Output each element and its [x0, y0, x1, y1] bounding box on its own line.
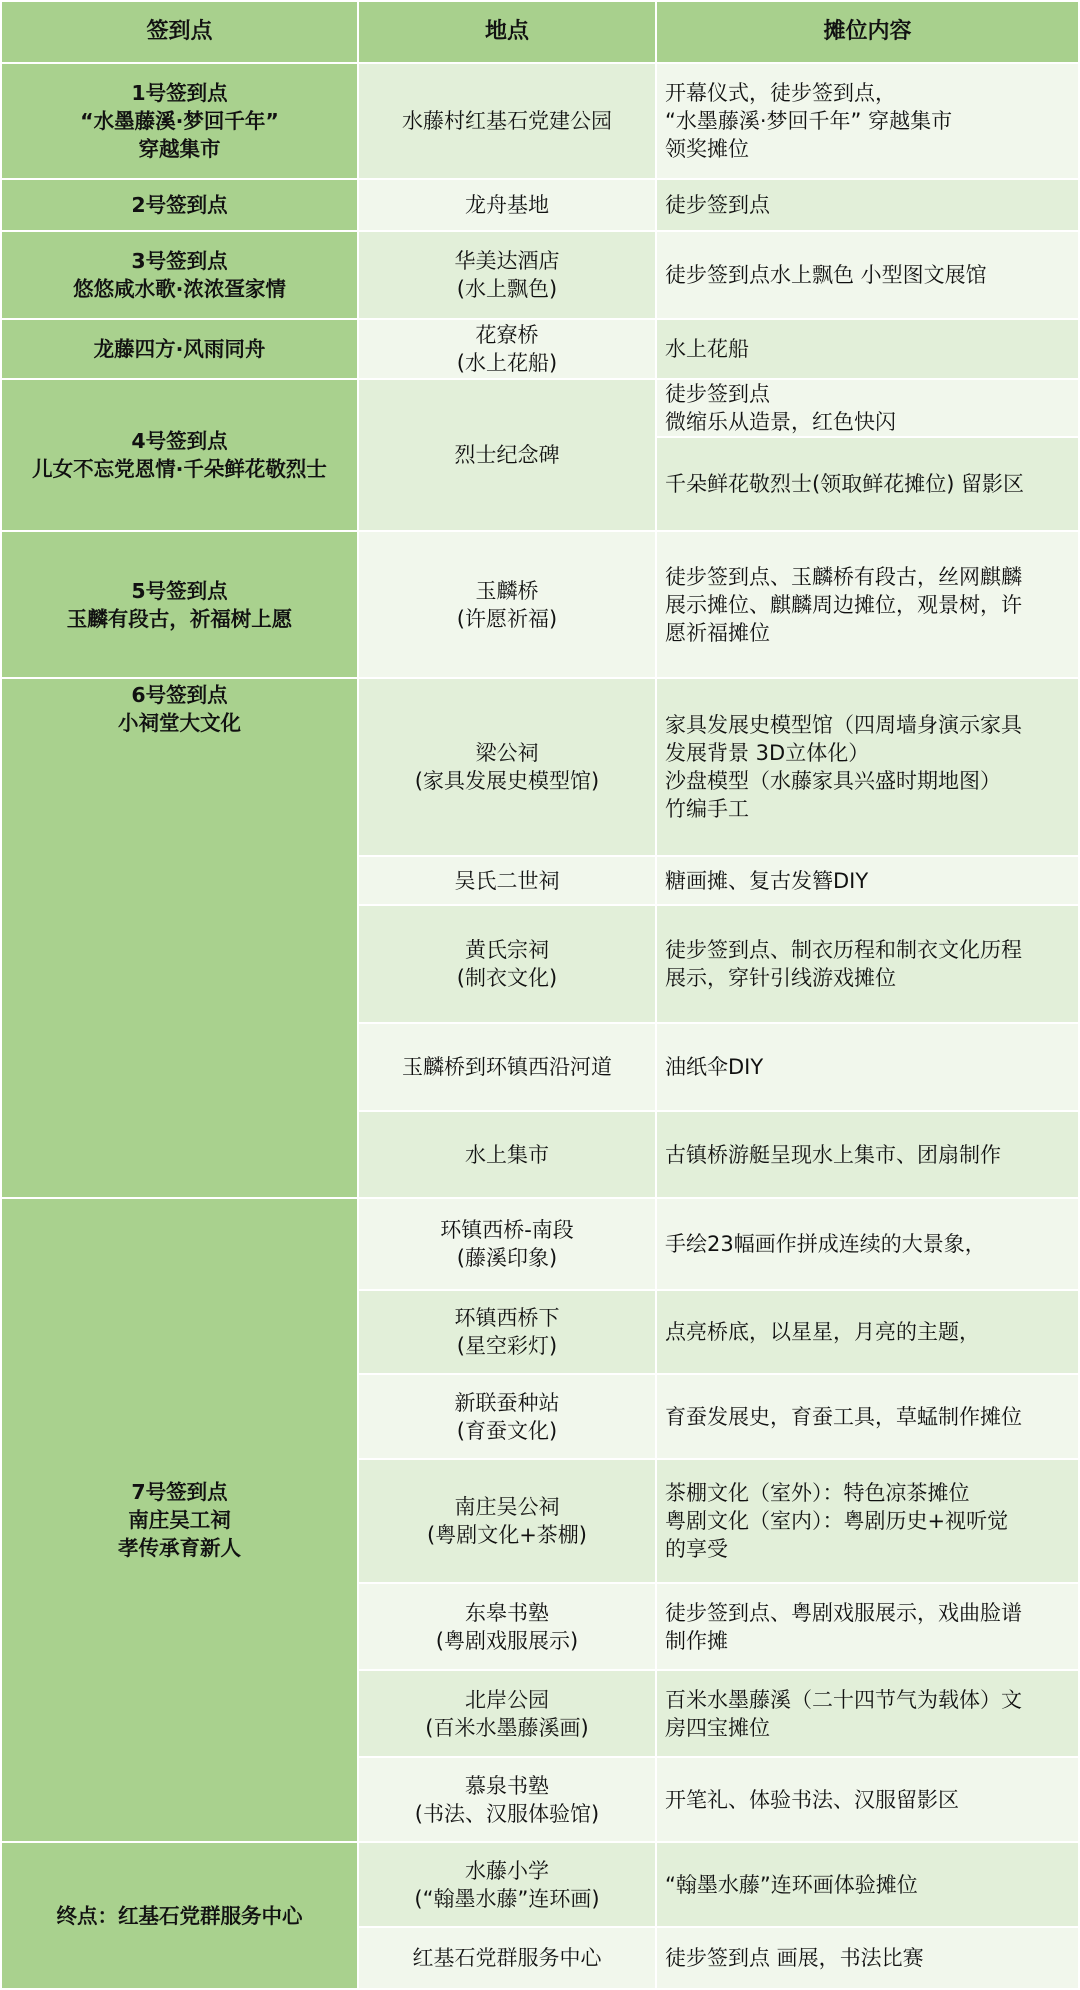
booth-content-cell — [657, 180, 1078, 230]
booth-content-cell-line: “翰墨水藤”连环画体验摊位 — [665, 1872, 918, 1897]
booth-content-cell — [657, 64, 1078, 178]
location-cell-line: (星空彩灯) — [456, 1334, 558, 1358]
location-cell-line: 东皋书塾 — [464, 1600, 549, 1625]
checkin-point-2 — [2, 180, 357, 230]
booth-content-cell-line: 微缩乐从造景，红色快闪 — [665, 410, 896, 434]
location-cell-line: 华美达酒店 — [454, 249, 560, 273]
booth-content-cell — [657, 857, 1078, 904]
location-cell-line: 红基石党群服务中心 — [412, 1946, 602, 1970]
location-cell-line: 梁公祠 — [475, 741, 539, 765]
location-cell-line: (家具发展史模型馆) — [414, 769, 600, 793]
location-cell-line: 龙舟基地 — [465, 193, 549, 217]
location-cell — [359, 1460, 655, 1582]
checkin-point-4-line: 龙藤四方·风雨同舟 — [93, 337, 266, 361]
booth-content-cell — [657, 320, 1078, 378]
booth-content-cell-line: 古镇桥游艇呈现水上集市、团扇制作 — [665, 1142, 1001, 1167]
location-cell-line: 南庄吴公祠 — [454, 1495, 560, 1519]
location-cell-line: 花寮桥 — [475, 323, 539, 347]
location-cell-line: (百米水墨藤溪画) — [425, 1715, 589, 1740]
booth-content-cell-line: 展示摊位、麒麟周边摊位，观景树，许 — [665, 592, 1022, 617]
checkin-point-1-line: “水墨藤溪·梦回千年” — [80, 109, 279, 133]
location-cell-line: 玉麟桥 — [475, 578, 539, 603]
checkin-point-9 — [2, 1843, 357, 1988]
checkin-point-2-line: 2号签到点 — [131, 193, 228, 217]
booth-content-cell — [657, 232, 1078, 318]
location-cell — [359, 1199, 655, 1289]
location-cell-line: 新联蚕种站 — [454, 1390, 560, 1415]
checkin-point-7 — [2, 679, 357, 1197]
booth-content-cell-line: 的享受 — [665, 1537, 728, 1561]
location-cell — [359, 232, 655, 318]
booth-content-cell — [657, 1291, 1078, 1373]
location-cell-line: (粤剧戏服展示) — [435, 1628, 579, 1653]
location-cell — [359, 1024, 655, 1110]
checkin-point-5-line: 4号签到点 — [131, 429, 228, 453]
location-cell — [359, 320, 655, 378]
booth-content-cell — [657, 679, 1078, 855]
location-cell — [359, 1758, 655, 1841]
location-cell — [359, 857, 655, 904]
booth-content-cell-line: “水墨藤溪·梦回千年” 穿越集市 — [665, 109, 953, 133]
booth-content-cell-line: 制作摊 — [665, 1628, 728, 1653]
checkin-point-8-line: 南庄吴工祠 — [128, 1508, 231, 1532]
location-cell — [359, 1671, 655, 1756]
booth-content-cell-line: 徒步签到点水上飘色 小型图文展馆 — [665, 263, 987, 287]
booth-content-cell-line: 发展背景 3D立体化） — [665, 741, 870, 765]
booth-content-cell-line: 点亮桥底，以星星，月亮的主题， — [665, 1320, 980, 1344]
location-cell-line: (水上花船) — [456, 351, 558, 375]
checkin-point-8-line: 孝传承育新人 — [118, 1536, 241, 1560]
booth-content-cell — [657, 532, 1078, 677]
checkin-point-5-line: 儿女不忘党恩情·千朵鲜花敬烈士 — [32, 457, 327, 481]
location-cell-line: 环镇西桥下 — [454, 1306, 560, 1330]
location-cell-line: (“翰墨水藤”连环画) — [414, 1886, 600, 1911]
location-cell — [359, 532, 655, 677]
booth-content-cell — [657, 1584, 1078, 1669]
booth-content-cell-line: 粤剧文化（室内）：粤剧历史+视听觉 — [665, 1509, 1009, 1533]
booth-content-cell-line: 徒步签到点 — [665, 193, 770, 217]
booth-content-cell-line: 开幕仪式，徒步签到点， — [665, 81, 896, 105]
booth-content-cell-line: 水上花船 — [665, 337, 749, 361]
location-cell-line: 环镇西桥-南段 — [440, 1218, 574, 1242]
location-cell — [359, 906, 655, 1022]
booth-content-cell-line: 沙盘模型（水藤家具兴盛时期地图） — [665, 769, 1001, 793]
location-cell — [359, 1112, 655, 1197]
booth-content-cell-line: 油纸伞DIY — [665, 1055, 764, 1079]
location-cell-line: (许愿祈福) — [456, 606, 558, 631]
location-cell-line: (书法、汉服体验馆) — [414, 1801, 600, 1826]
location-cell — [359, 64, 655, 178]
booth-content-cell-line: 开笔礼、体验书法、汉服留影区 — [665, 1787, 959, 1812]
checkin-point-6-line: 玉麟有段古，祈福树上愿 — [66, 606, 293, 631]
location-cell-line: 水上集市 — [465, 1142, 549, 1167]
booth-content-cell-line: 徒步签到点、制衣历程和制衣文化历程 — [665, 938, 1022, 962]
booth-content-cell — [657, 1671, 1078, 1756]
location-cell-line: (制衣文化) — [456, 966, 558, 990]
booth-content-cell-line: 徒步签到点 — [665, 382, 770, 406]
booth-content-cell — [657, 1024, 1078, 1110]
location-cell-line: (水上飘色) — [456, 277, 558, 301]
checkin-point-3-line: 悠悠咸水歌·浓浓疍家情 — [73, 277, 286, 301]
booth-content-cell — [657, 1375, 1078, 1458]
checkin-point-1-line: 穿越集市 — [138, 137, 221, 161]
checkin-point-3-line: 3号签到点 — [131, 249, 228, 273]
booth-content-cell — [657, 1112, 1078, 1197]
booth-content-cell-line: 徒步签到点 画展，书法比赛 — [665, 1946, 924, 1970]
location-cell-line: 慕泉书塾 — [464, 1773, 549, 1798]
booth-content-cell-line: 愿祈福摊位 — [665, 620, 770, 645]
booth-content-cell-line: 领奖摊位 — [665, 137, 749, 161]
checkin-point-1 — [2, 64, 357, 178]
location-cell — [359, 1928, 655, 1988]
checkin-point-4 — [2, 320, 357, 378]
booth-content-cell — [657, 1758, 1078, 1841]
location-cell-line: 黄氏宗祠 — [464, 938, 549, 962]
location-cell — [359, 1291, 655, 1373]
booth-content-cell-line: 展示，穿针引线游戏摊位 — [665, 966, 896, 990]
booth-content-cell-line: 育蚕发展史，育蚕工具，草蜢制作摊位 — [665, 1404, 1022, 1429]
location-cell-line: 吴氏二世祠 — [454, 868, 560, 893]
booth-content-cell-line: 竹编手工 — [665, 797, 749, 821]
location-cell-line: 烈士纪念碑 — [454, 443, 560, 467]
checkin-point-9-line: 终点：红基石党群服务中心 — [56, 1903, 303, 1928]
checkin-point-5 — [2, 380, 357, 530]
checkin-point-6-line: 5号签到点 — [131, 578, 228, 603]
checkin-point-6 — [2, 532, 357, 677]
booth-content-cell — [657, 906, 1078, 1022]
checkin-point-8 — [2, 1199, 357, 1841]
booth-content-cell-line: 房四宝摊位 — [665, 1715, 770, 1740]
booth-content-cell-line: 百米水墨藤溪（二十四节气为载体）文 — [665, 1687, 1022, 1712]
location-cell-line: 北岸公园 — [464, 1687, 549, 1712]
location-cell-line: (育蚕文化) — [456, 1418, 558, 1443]
booth-content-cell-line: 茶棚文化（室外）：特色凉茶摊位 — [665, 1481, 970, 1505]
location-cell-line: 玉麟桥到环镇西沿河道 — [402, 1055, 612, 1079]
location-cell — [359, 180, 655, 230]
booth-content-cell — [657, 1460, 1078, 1582]
booth-content-cell — [657, 438, 1078, 530]
location-cell — [359, 1584, 655, 1669]
checkin-point-7-line: 小祠堂大文化 — [118, 711, 241, 735]
header-content: 摊位内容 — [657, 2, 1078, 62]
location-cell — [359, 1843, 655, 1926]
checkin-point-1-line: 1号签到点 — [131, 81, 228, 105]
booth-content-cell — [657, 1928, 1078, 1988]
checkin-point-8-line: 7号签到点 — [131, 1480, 228, 1504]
location-cell-line: 水藤村红基石党建公园 — [402, 109, 612, 133]
booth-content-cell-line: 家具发展史模型馆（四周墙身演示家具 — [665, 713, 1022, 737]
location-cell — [359, 1375, 655, 1458]
header-checkin: 签到点 — [2, 2, 357, 62]
booth-content-cell-line: 徒步签到点、粤剧戏服展示，戏曲脸谱 — [665, 1600, 1022, 1625]
booth-content-cell — [657, 380, 1078, 436]
location-cell-line: 水藤小学 — [465, 1858, 549, 1883]
booth-content-cell-line: 千朵鲜花敬烈士(领取鲜花摊位) 留影区 — [665, 472, 1025, 496]
booth-content-cell-line: 糖画摊、复古发簪DIY — [665, 868, 869, 893]
checkin-point-7-line: 6号签到点 — [131, 683, 228, 707]
header-location: 地点 — [359, 2, 655, 62]
location-cell-line: (藤溪印象) — [456, 1246, 558, 1270]
location-cell — [359, 380, 655, 530]
checkin-point-3 — [2, 232, 357, 318]
location-cell-line: (粤剧文化+茶棚) — [427, 1523, 587, 1547]
booth-content-cell — [657, 1843, 1078, 1926]
booth-content-cell-line: 手绘23幅画作拼成连续的大景象， — [665, 1232, 986, 1256]
booth-content-cell-line: 徒步签到点、玉麟桥有段古，丝网麒麟 — [665, 564, 1022, 589]
booth-content-cell — [657, 1199, 1078, 1289]
location-cell — [359, 679, 655, 855]
